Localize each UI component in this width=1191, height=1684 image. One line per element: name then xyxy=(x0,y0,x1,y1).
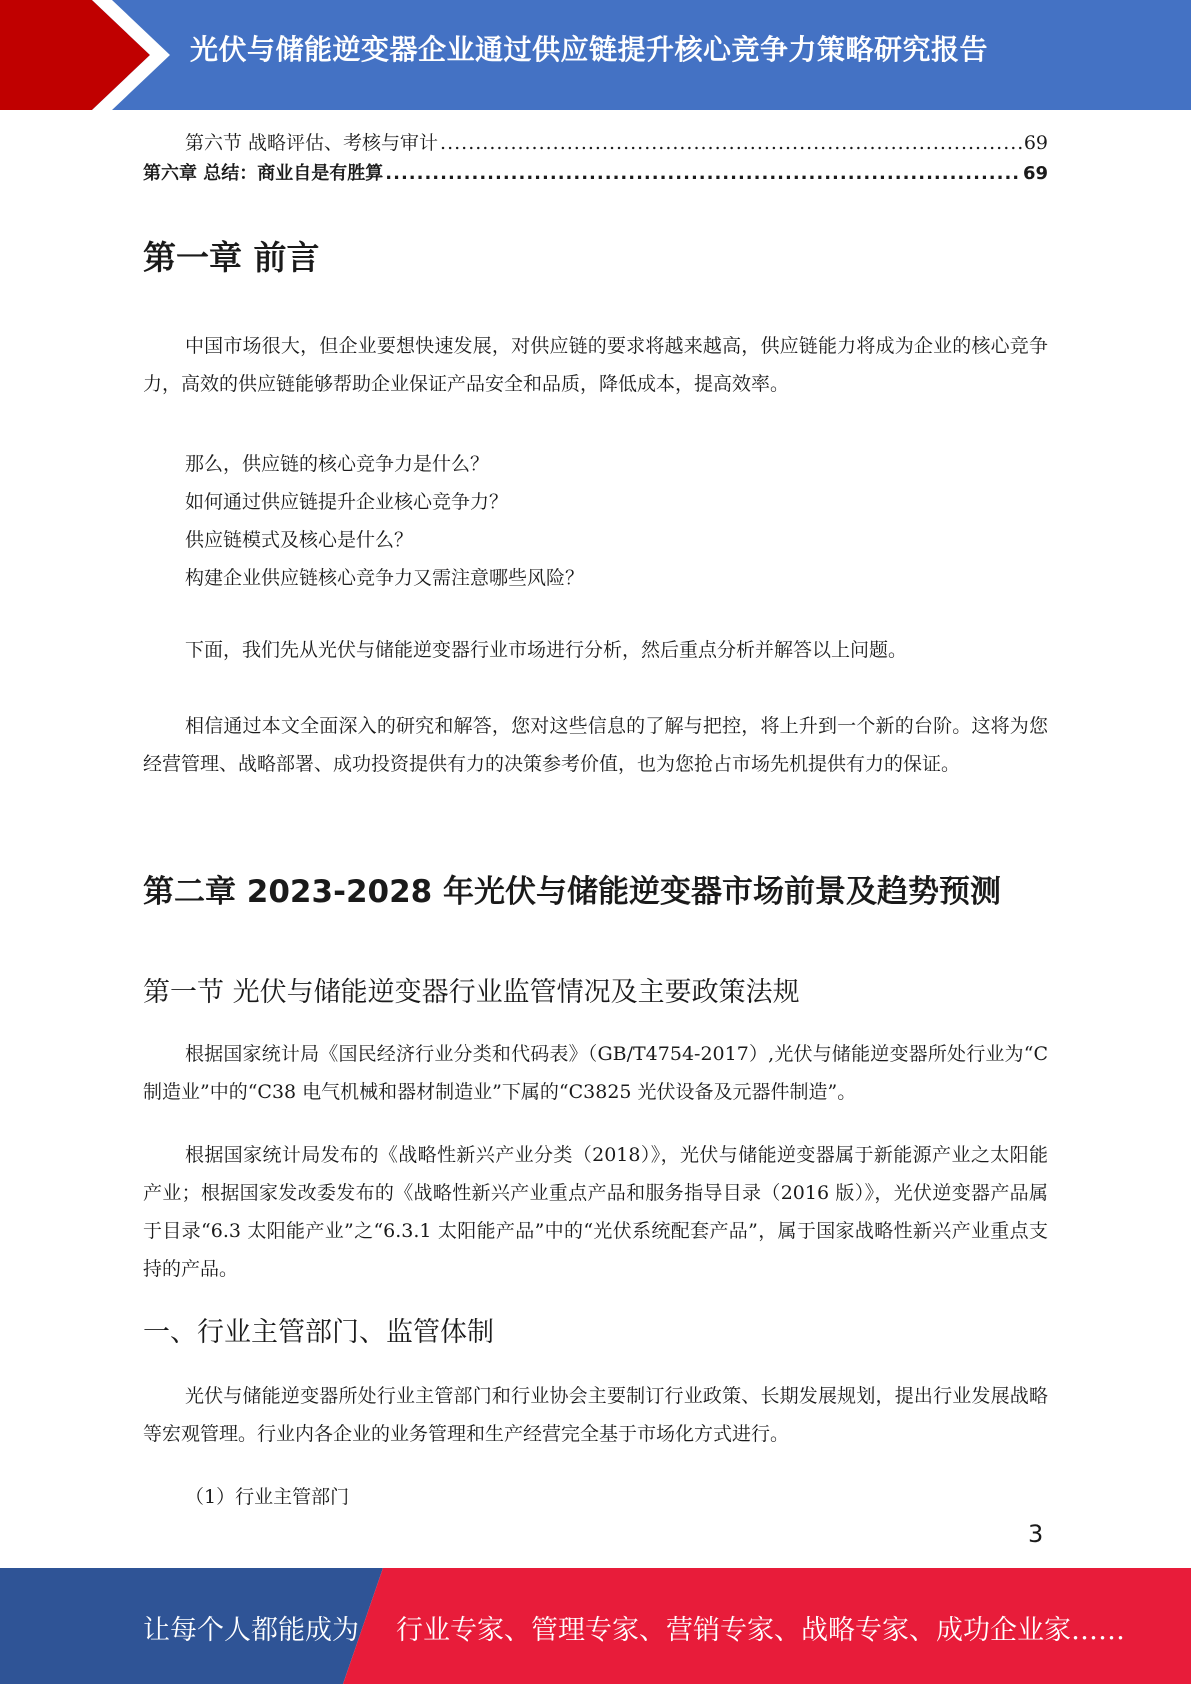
paragraph: 根据国家统计局发布的《战略性新兴产业分类（2018）》，光伏与储能逆变器属于新能源产业之太阳能产业；根据国家发改委发布的《战略性新兴产业重点产品和服务指导目录（2016 版）》，光伏逆变器产品属于目录“6.3 太阳能产业”之“6.3.1 太阳能产品”中的“光伏系统配套产品”，属于国家战略性新兴产业重点支持的产品。 xyxy=(143,1144,1048,1280)
paragraph: 根据国家统计局《国民经济行业分类和代码表》（GB/T4754-2017）,光伏与储能逆变器所处行业为“C 制造业”中的“C38 电气机械和器材制造业”下属的“C3825 光伏设备及元器件制造”。 xyxy=(143,1043,1048,1103)
list-item: （1）行业主管部门 xyxy=(185,1486,350,1508)
toc-entry[interactable] xyxy=(143,159,1048,187)
paragraph: 相信通过本文全面深入的研究和解答，您对这些信息的了解与把控，将上升到一个新的台阶。这将为您经营管理、战略部署、成功投资提供有力的决策参考价值，也为您抢占市场先机提供有力的保证。 xyxy=(143,715,1048,775)
toc-dot-leader xyxy=(440,132,1022,154)
paragraph: 中国市场很大，但企业要想快速发展，对供应链的要求将越来越高，供应链能力将成为企业的核心竞争力，高效的供应链能够帮助企业保证产品安全和品质，降低成本，提高效率。 xyxy=(143,335,1048,395)
footer-slogan-left: 让每个人都能成为 xyxy=(143,1615,359,1646)
toc-entry-label: 第六节 战略评估、考核与审计 xyxy=(185,132,439,154)
question-line: 构建企业供应链核心竞争力又需注意哪些风险？ xyxy=(185,567,585,589)
chapter-title: 第二章 2023-2028 年光伏与储能逆变器市场前景及趋势预测 xyxy=(143,874,1002,910)
subsection-title: 一、行业主管部门、监管体制 xyxy=(143,1317,494,1348)
section-title: 第一节 光伏与储能逆变器行业监管情况及主要政策法规 xyxy=(143,977,800,1008)
question-line: 供应链模式及核心是什么？ xyxy=(185,529,414,551)
chapter-title: 第一章 前言 xyxy=(143,238,320,277)
page-footer xyxy=(0,1568,1191,1684)
page-number: 3 xyxy=(1028,1520,1044,1548)
toc-entry-label: 第六章 总结：商业自是有胜算 xyxy=(143,163,384,184)
header-title: 光伏与储能逆变器企业通过供应链提升核心竞争力策略研究报告 xyxy=(190,33,989,66)
question-line: 如何通过供应链提升企业核心竞争力？ xyxy=(185,491,509,513)
page-header xyxy=(0,0,1191,110)
footer-slogan-right: 行业专家、管理专家、营销专家、战略专家、成功企业家…… xyxy=(396,1615,1125,1646)
toc-entry-page: 69 xyxy=(1022,163,1048,184)
toc-entry[interactable] xyxy=(143,128,1048,156)
paragraph: 下面，我们先从光伏与储能逆变器行业市场进行分析，然后重点分析并解答以上问题。 xyxy=(185,639,908,661)
question-line: 那么，供应链的核心竞争力是什么？ xyxy=(185,453,490,475)
paragraph: 光伏与储能逆变器所处行业主管部门和行业协会主要制订行业政策、长期发展规划，提出行业发展战略等宏观管理。行业内各企业的业务管理和生产经营完全基于市场化方式进行。 xyxy=(143,1385,1048,1445)
toc-dot-leader xyxy=(385,163,1021,184)
toc-entry-page: 69 xyxy=(1023,132,1048,154)
